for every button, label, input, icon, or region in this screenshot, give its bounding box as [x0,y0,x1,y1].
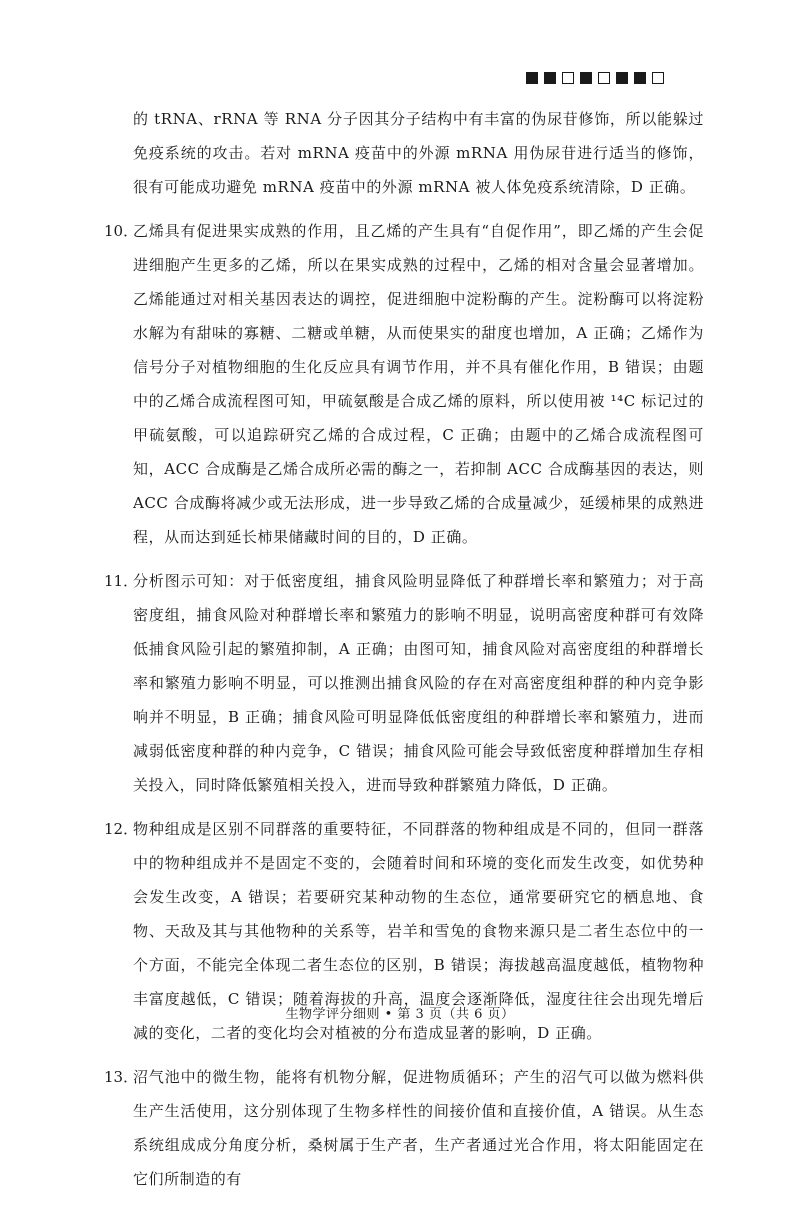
answer-content [0,102,800,1206]
filled-square-mark [634,72,646,84]
filled-square-mark [544,72,556,84]
filled-square-mark [616,72,628,84]
item-number: 11． [104,572,139,590]
answer-paragraph-10 [0,214,800,554]
hollow-square-mark [652,72,664,84]
answer-paragraph-continued [0,102,800,204]
item-number: 10． [104,222,139,240]
paragraph-text: 沼气池中的微生物，能将有机物分解，促进物质循环；产生的沼气可以做为燃料供生产生活使用，这分别体现了生物多样性的间接价值和直接价值，A 错误。从生态系统组成成分角度分析，桑树属于生产者，生产者通过光合作用，将太阳能固定在它们所制造的有 [133,1068,704,1188]
item-number: 12． [104,820,139,838]
hollow-square-mark [562,72,574,84]
answer-paragraph-13 [0,1060,800,1196]
page-footer: 生物学评分细则 • 第 3 页（共 6 页） [285,1007,515,1022]
paragraph-text: 物种组成是区别不同群落的重要特征，不同群落的物种组成是不同的，但同一群落中的物种组成并不是固定不变的，会随着时间和环境的变化而发生改变，如优势种会发生改变，A 错误；若要研究某种动物的生态位，通常要研究它的栖息地、食物、天敌及其与其他物种的关系等，岩羊和雪兔的食物来源只是二者生态位中的一个方面，不能完全体现二者生态位的区别，B 错误；海拔越高温度越低，植物物种丰富度越低，C 错误；随着海拔的升高，温度会逐渐降低，湿度往往会出现先增后减的变化，二者的变化均会对植被的分布造成显著的影响，D 正确。 [133,820,704,1042]
hollow-square-mark [598,72,610,84]
filled-square-mark [526,72,538,84]
page-marks [526,72,664,84]
paragraph-text: 乙烯具有促进果实成熟的作用，且乙烯的产生具有“自促作用”，即乙烯的产生会促进细胞产生更多的乙烯，所以在果实成熟的过程中，乙烯的相对含量会显著增加。乙烯能通过对相关基因表达的调控，促进细胞中淀粉酶的产生。淀粉酶可以将淀粉水解为有甜味的寡糖、二糖或单糖，从而使果实的甜度也增加，A 正确；乙烯作为信号分子对植物细胞的生化反应具有调节作用，并不具有催化作用，B 错误；由题中的乙烯合成流程图可知，甲硫氨酸是合成乙烯的原料，所以使用被 ¹⁴C 标记过的甲硫氨酸，可以追踪研究乙烯的合成过程，C 正确；由题中的乙烯合成流程图可知，ACC 合成酶是乙烯合成所必需的酶之一，若抑制 ACC 合成酶基因的表达，则 ACC 合成酶将减少或无法形成，进一步导致乙烯的合成量减少，延缓柿果的成熟进程，从而达到延长柿果储藏时间的目的，D 正确。 [133,222,704,546]
answer-paragraph-11 [0,564,800,802]
item-number: 13． [104,1068,139,1086]
paragraph-text: 的 tRNA、rRNA 等 RNA 分子因其分子结构中有丰富的伪尿苷修饰，所以能躲过免疫系统的攻击。若对 mRNA 疫苗中的外源 mRNA 用伪尿苷进行适当的修饰，很有可能成功避免 mRNA 疫苗中的外源 mRNA 被人体免疫系统清除，D 正确。 [133,110,704,196]
filled-square-mark [580,72,592,84]
paragraph-text: 分析图示可知：对于低密度组，捕食风险明显降低了种群增长率和繁殖力；对于高密度组，捕食风险对种群增长率和繁殖力的影响不明显，说明高密度种群可有效降低捕食风险引起的繁殖抑制，A 正确；由图可知，捕食风险对高密度组的种群增长率和繁殖力影响不明显，可以推测出捕食风险的存在对高密度组种群的种内竞争影响并不明显，B 正确；捕食风险可明显降低低密度组的种群增长率和繁殖力，进而减弱低密度种群的种内竞争，C 错误；捕食风险可能会导致低密度种群增加生存相关投入，同时降低繁殖相关投入，进而导致种群繁殖力降低，D 正确。 [133,572,704,794]
